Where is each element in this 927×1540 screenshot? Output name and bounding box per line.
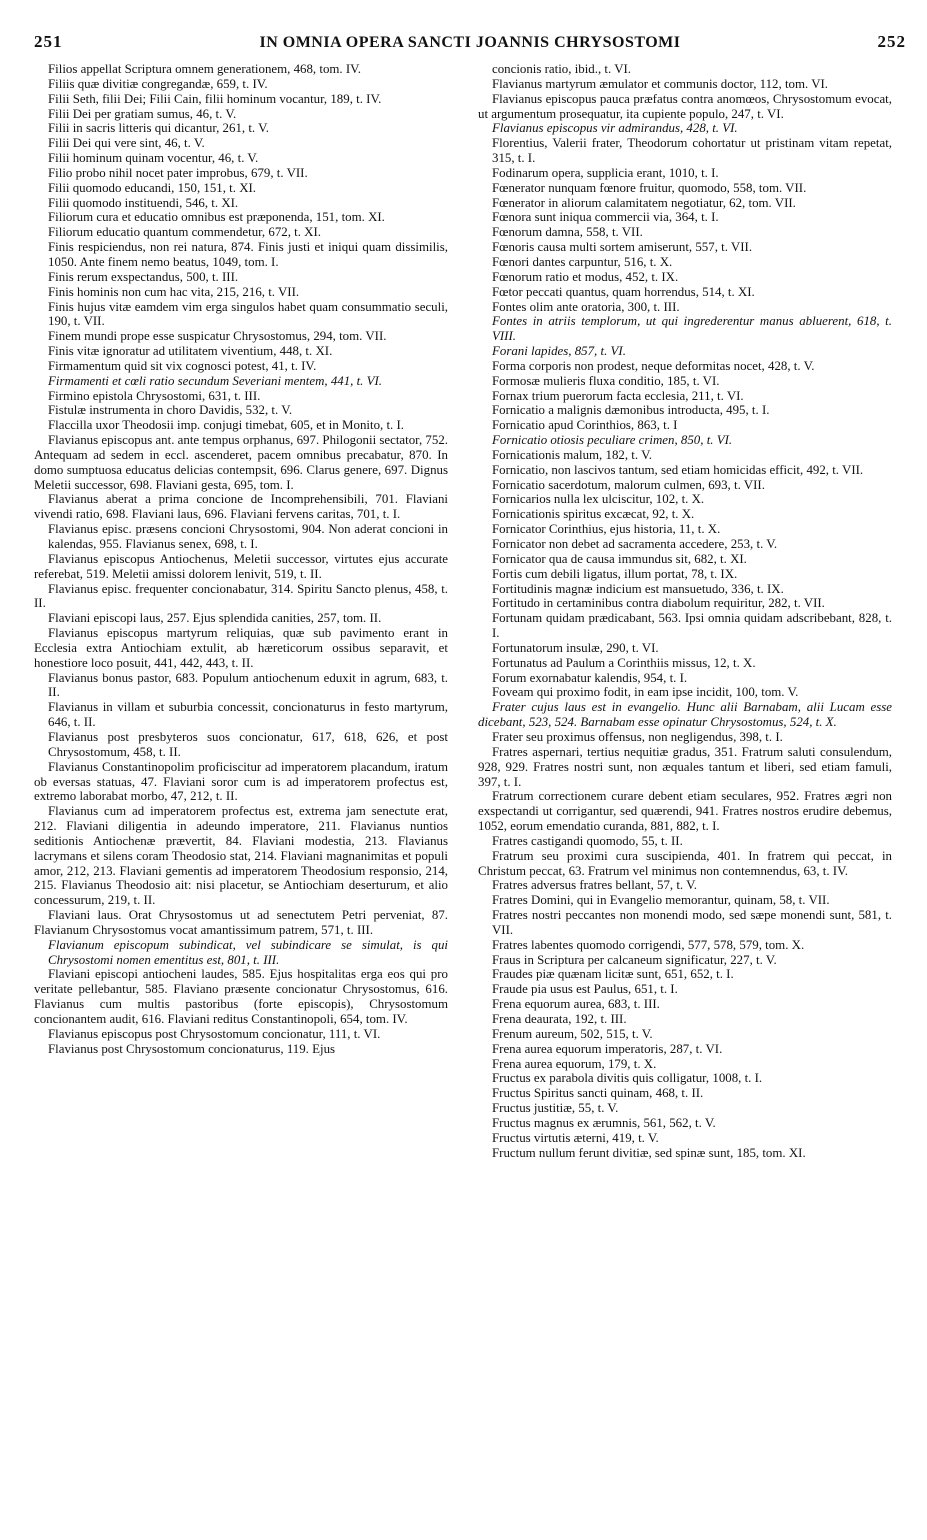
index-entry: Fontes in atriis templorum, ut qui ingrederentur manus abluerent, 618, t. VIII. — [492, 314, 892, 344]
index-entry: Flavianus post presbyteros suos concionatur, 617, 618, 626, et post Chrysostomum, 458, t. II. — [48, 729, 448, 759]
index-entry: Frenum aureum, 502, 515, t. V. — [492, 1026, 653, 1041]
index-entry: Flavianus post Chrysostomum concionaturus, 119. Ejus — [48, 1041, 336, 1056]
index-column-right — [478, 62, 892, 1532]
index-entry: Filii Dei per gratiam sumus, 46, t. V. — [48, 106, 237, 121]
index-entry: Firmino epistola Chrysostomi, 631, t. III. — [48, 388, 261, 403]
index-entry: Filiorum educatio quantum commendetur, 672, t. XI. — [48, 225, 322, 240]
index-entry: Firmamenti et cœli ratio secundum Severiani mentem, 441, t. VI. — [48, 373, 383, 388]
index-entry: Flavianus episc. præsens concioni Chrysostomi, 904. Non aderat concioni in kalendas, 955. Flavianus senex, 698, t. I. — [48, 522, 448, 551]
index-entry: Fratres aspernari, tertius nequitiæ gradus, 351. Fratrum saluti consulendum, 928, 929. Fratres nostri sunt, non æquales tantum et liberi, sed etiam famuli, 397, t. I. — [478, 744, 892, 789]
index-entry: Foveam qui proximo fodit, in eam ipse incidit, 100, tom. V. — [492, 685, 799, 700]
index-entry: Fortunatorum insulæ, 290, t. VI. — [492, 640, 659, 655]
index-entry: Fortitudo in certaminibus contra diabolum requiritur, 282, t. VII. — [492, 596, 825, 611]
index-entry: Flavianus episc. frequenter concionabatur, 314. Spiritu Sancto plenus, 458, t. II. — [34, 581, 448, 611]
index-entry: Frena equorum aurea, 683, t. III. — [492, 997, 660, 1012]
index-entry: Fortunatus ad Paulum a Corinthiis missus, 12, t. X. — [492, 655, 756, 670]
index-entry: Flavianus episcopus vir admirandus, 428, t. VI. — [492, 121, 738, 136]
index-entry: Fœnorum ratio et modus, 452, t. IX. — [492, 269, 679, 284]
index-entry: Flavianus in villam et suburbia concessit, concionaturus in festo martyrum, 646, t. II. — [48, 700, 448, 730]
index-entry: Frena aurea equorum, 179, t. X. — [492, 1056, 657, 1071]
index-entry: Flavianus episcopus martyrum reliquias, quæ sub pavimento erant in Ecclesia extra Antiochiam extulit, ab hæreticorum ossibus separavit, et honestiore loco posuit, 441, 442, 443, t. II. — [34, 626, 448, 670]
index-entry: Filii hominum quinam vocentur, 46, t. V. — [48, 151, 259, 166]
page-header — [34, 32, 906, 56]
index-entry: Filii in sacris litteris qui dicantur, 261, t. V. — [48, 121, 270, 136]
index-entry: Filii quomodo educandi, 150, 151, t. XI. — [48, 180, 257, 195]
index-entry: Flavianus cum ad imperatorem profectus est, extrema jam senectute erat, 212. Flaviani diligentia in adeundo imperatore, 211. Flavianus nuntios seditionis Antiochenæ prævertit, 84. Flaviani modestia, 213. Flavianus lacrymans et silens coram Theodosio stat, 214. Flaviani magnanimitas et populi amor, 212, 213. Flaviani gementis ad imperatorem Theodosium responsio, 214, 215. Flavianus Theodosio ait: nisi placetur, se Antiochiam deserturum, et alio concessurum, 219, t. II. — [34, 804, 448, 908]
index-entry: Fœnoris causa multi sortem amiserunt, 557, t. VII. — [492, 240, 753, 255]
index-entry: Fornicatio sacerdotum, malorum culmen, 693, t. VII. — [492, 477, 765, 492]
index-entry: Fodinarum opera, supplicia erant, 1010, t. I. — [492, 165, 719, 180]
index-entry: Fratrum correctionem curare debent etiam seculares, 952. Fratres ægri non exspectandi ut corrigantur, sed quærendi, 941. Fratres nostros erudire debemus, 1052, eorum emendatio curanda, 881, 882, t. I. — [478, 789, 892, 834]
index-entry: Fratres Domini, qui in Evangelio memorantur, quinam, 58, t. VII. — [492, 893, 830, 908]
index-entry: Flavianus martyrum æmulator et communis doctor, 112, tom. VI. — [492, 76, 829, 91]
index-entry: Fœtor peccati quantus, quam horrendus, 514, t. XI. — [492, 284, 755, 299]
index-entry: Finis hujus vitæ eamdem vim erga singulos habet quam consummatio seculi, 190, t. VII. — [48, 299, 448, 329]
page-number-left: 251 — [34, 32, 63, 51]
index-entry: Filio probo nihil nocet pater improbus, 679, t. VII. — [48, 165, 308, 180]
index-entry: Forani lapides, 857, t. VI. — [492, 344, 626, 359]
index-entry: Fraus in Scriptura per calcaneum significatur, 227, t. V. — [492, 952, 777, 967]
index-entry: Frater cujus laus est in evangelio. Hunc alii Barnabam, alii Lucam esse dicebant, 523, 524. Barnabam esse opinatur Chrysostomus, 524, t. X. — [478, 700, 892, 730]
index-entry: Flavianus episcopus pauca præfatus contra anomœos, Chrysostomum evocat, ut argumentum prosequatur, ita cupiente populo, 247, t. VI. — [478, 91, 892, 121]
index-entry: Flavianus episcopus Antiochenus, Meletii successor, virtutes ejus accurate referebat, 519. Meletii amissi dolorem lenivit, 519, t. II. — [34, 551, 448, 581]
index-entry: Florentius, Valerii frater, Theodorum cohortatur ut pristinam vitam repetat, 315, t. I. — [492, 136, 892, 166]
index-entry: Flaviani laus. Orat Chrysostomus ut ad senectutem Petri perveniat, 87. Flavianum Chrysostomus vocat amantissimum patrem, 571, t. III. — [34, 908, 448, 937]
index-entry: Fornicatio otiosis peculiare crimen, 850, t. VI. — [492, 433, 733, 448]
index-entry: Filii Dei qui vere sint, 46, t. V. — [48, 136, 205, 151]
index-entry: Fructum nullum ferunt divitiæ, sed spinæ sunt, 185, tom. XI. — [492, 1145, 806, 1160]
index-entry: Filiorum cura et educatio omnibus est præponenda, 151, tom. XI. — [48, 210, 385, 225]
index-entry: Flavianus episcopus ant. ante tempus orphanus, 697. Philogonii sectator, 752. Antequam ad sedem in eccl. ascenderet, pacem omnibus precabatur, 870. In domo sumptuosa educatus delicias contempsit, 696. Clarus genere, 697. Dignus Meletii successor, 698. Flaviani gesta, 695, tom. I. — [34, 433, 448, 492]
index-entry: Fornicatio apud Corinthios, 863, t. I — [492, 418, 678, 433]
index-entry: Fœnora sunt iniqua commercii via, 364, t. I. — [492, 210, 719, 225]
index-entry: Fornicator qua de causa immundus sit, 682, t. XI. — [492, 551, 747, 566]
index-entry: Fructus Spiritus sancti quinam, 468, t. II. — [492, 1086, 704, 1101]
index-entry: Filii Seth, filii Dei; Filii Cain, filii hominum vocantur, 189, t. IV. — [48, 91, 382, 106]
index-entry: Fratres nostri peccantes non monendi modo, sed sæpe monendi sunt, 581, t. VII. — [492, 908, 892, 937]
index-entry: Fratres labentes quomodo corrigendi, 577, 578, 579, tom. X. — [492, 937, 805, 952]
index-entry: Frater seu proximus offensus, non negligendus, 398, t. I. — [492, 729, 783, 744]
index-entry: Fistulæ instrumenta in choro Davidis, 532, t. V. — [48, 403, 293, 418]
index-entry: Fœnerator nunquam fœnore fruitur, quomodo, 558, tom. VII. — [492, 180, 807, 195]
index-entry: Filiis quæ divitiæ congregandæ, 659, t. IV. — [48, 76, 268, 91]
index-entry: Flavianum episcopum subindicat, vel subindicare se simulat, is qui Chrysostomi nomen ementitus est, 801, t. III. — [48, 937, 448, 967]
index-entry: Flaviani episcopi laus, 257. Ejus splendida canities, 257, tom. II. — [48, 611, 382, 626]
index-entry: Flavianus aberat a prima concione de Incomprehensibili, 701. Flaviani vivendi ratio, 698. Flaviani laus, 696. Flaviani fervens caritas, 701, t. I. — [34, 492, 448, 522]
index-entry: Fœnori dantes carpuntur, 516, t. X. — [492, 254, 673, 269]
index-entry: Fortis cum debili ligatus, illum portat, 78, t. IX. — [492, 566, 738, 581]
index-entry: Finis respiciendus, non rei natura, 874. Finis justi et iniqui quam dissimilis, 1050. Ante finem nemo beatus, 1049, tom. I. — [48, 240, 448, 269]
running-title: IN OMNIA OPERA SANCTI JOANNIS CHRYSOSTOMI — [259, 34, 681, 51]
index-entry: Fructus ex parabola divitis quis colligatur, 1008, t. I. — [492, 1071, 763, 1086]
index-entry: Finis vitæ ignoratur ad utilitatem viventium, 448, t. XI. — [48, 344, 333, 359]
index-entry: Filii quomodo instituendi, 546, t. XI. — [48, 195, 239, 210]
index-entry: Forma corporis non prodest, neque deformitas nocet, 428, t. V. — [492, 358, 815, 373]
index-entry: Firmamentum quid sit vix cognosci potest, 41, t. IV. — [48, 358, 317, 373]
index-entry: Forum exornabatur kalendis, 954, t. I. — [492, 670, 688, 685]
index-entry: Fructus magnus ex ærumnis, 561, 562, t. V. — [492, 1115, 716, 1130]
index-entry: Fraude pia usus est Paulus, 651, t. I. — [492, 982, 678, 997]
index-entry: Fraudes piæ quænam licitæ sunt, 651, 652, t. I. — [492, 967, 734, 982]
index-entry: Frena aurea equorum imperatoris, 287, t. VI. — [492, 1041, 723, 1056]
index-entry: Flavianus Constantinopolim proficiscitur ad imperatorem placandum, iratum ob eversas statuas, 47. Flaviani soror cum is ad imperatorem profectus est, extremo laborabat morbo, 47, 212, t. II. — [34, 759, 448, 804]
index-entry: Finem mundi prope esse suspicatur Chrysostomus, 294, tom. VII. — [48, 329, 387, 344]
index-column-left — [34, 62, 448, 1532]
index-entry: Filios appellat Scriptura omnem generationem, 468, tom. IV. — [48, 62, 362, 76]
index-entry: Fornicationis spiritus excæcat, 92, t. X. — [492, 507, 695, 522]
index-entry: Fornicatio a malignis dæmonibus introducta, 495, t. I. — [492, 403, 770, 418]
index-entry: Flavianus episcopus post Chrysostomum concionatur, 111, t. VI. — [48, 1026, 381, 1041]
index-entry: Fructus justitiæ, 55, t. V. — [492, 1101, 619, 1116]
index-entry: Flavianus bonus pastor, 683. Populum antiochenum eduxit in agrum, 683, t. II. — [48, 670, 448, 700]
index-entry: Fratrum seu proximi cura suscipienda, 401. In fratrem qui peccat, in Christum peccat, 63. Fratrum vel minimus non contemnendus, 63, t. IV. — [478, 848, 892, 878]
index-entry: Flaviani episcopi antiocheni laudes, 585. Ejus hospitalitas erga eos qui pro veritate pellebantur, 585. Flaviano præsente concionatur Chrysostomus, 616. Flavianus cum multis pastoribus (forte episcopis), Chrysostomum concionantem audit, 616. Flaviani reditus Constantinopoli, 654, tom. IV. — [34, 967, 448, 1026]
index-entry: Fornicatio, non lascivos tantum, sed etiam homicidas efficit, 492, t. VII. — [492, 462, 864, 477]
index-entry: Fratres adversus fratres bellant, 57, t. V. — [492, 878, 698, 893]
index-entry: Fornicator non debet ad sacramenta accedere, 253, t. V. — [492, 537, 778, 551]
index-entry: Formosæ mulieris fluxa conditio, 185, t. VI. — [492, 373, 720, 388]
index-entry: Fœnerator in aliorum calamitatem negotiatur, 62, tom. VII. — [492, 195, 796, 210]
index-entry: Fornicationis malum, 182, t. V. — [492, 447, 652, 462]
index-entry: Frena deaurata, 192, t. III. — [492, 1012, 627, 1026]
index-entry: Fœnorum damna, 558, t. VII. — [492, 225, 643, 240]
index-entry: concionis ratio, ibid., t. VI. — [492, 62, 632, 76]
index-entry: Flaccilla uxor Theodosii imp. conjugi timebat, 605, et in Monito, t. I. — [48, 418, 404, 433]
index-entry: Fornicator Corinthius, ejus historia, 11, t. X. — [492, 522, 721, 537]
page-number-right: 252 — [877, 32, 906, 51]
index-entry: Fortitudinis magnæ indicium est mansuetudo, 336, t. IX. — [492, 581, 784, 596]
index-entry: Fratres castigandi quomodo, 55, t. II. — [492, 833, 683, 848]
index-entry: Finis hominis non cum hac vita, 215, 216, t. VII. — [48, 284, 300, 299]
index-entry: Fructus virtutis æterni, 419, t. V. — [492, 1130, 659, 1145]
index-entry: Fortunam quidam prædicabant, 563. Ipsi omnia quidam adscribebant, 828, t. I. — [492, 611, 892, 641]
index-entry: Fornax trium puerorum facta ecclesia, 211, t. VI. — [492, 388, 744, 403]
index-entry: Finis rerum exspectandus, 500, t. III. — [48, 269, 239, 284]
index-entry: Fornicarios nulla lex ulciscitur, 102, t. X. — [492, 492, 705, 507]
index-entry: Fontes olim ante oratoria, 300, t. III. — [492, 299, 680, 314]
